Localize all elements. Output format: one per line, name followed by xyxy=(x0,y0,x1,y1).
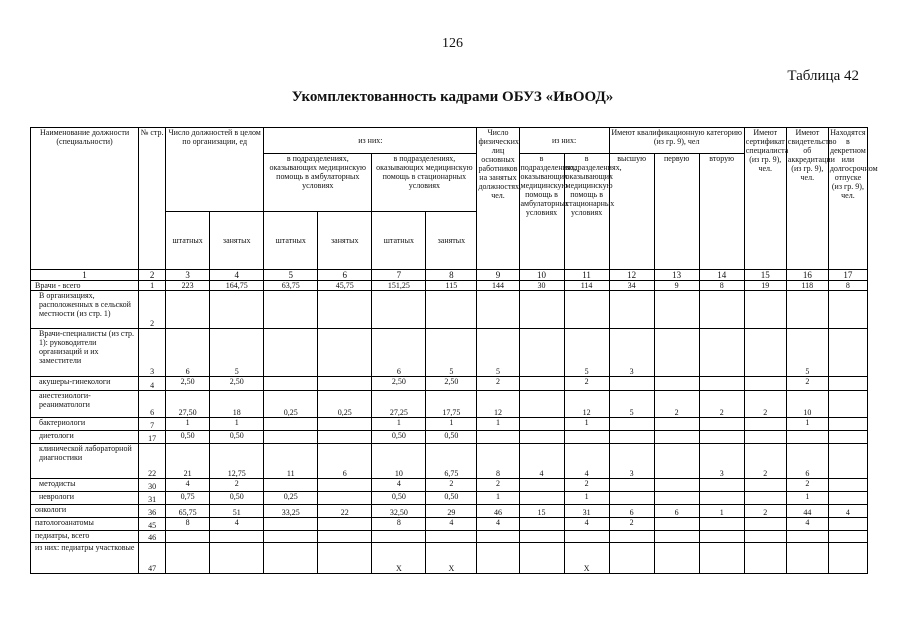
cell-value: X xyxy=(372,543,426,574)
row-name: В организациях, расположенных в сельской местности (из стр. 1) xyxy=(31,291,139,329)
row-number: 30 xyxy=(139,479,166,492)
cell-value: 3 xyxy=(609,329,654,377)
cell-value: 34 xyxy=(609,281,654,291)
cell-value: 2 xyxy=(564,377,609,391)
cell-value xyxy=(264,377,318,391)
header-inpatient: в подразделениях, оказывающих медицинскую помощь в стационарных условиях xyxy=(372,154,477,212)
column-number: 6 xyxy=(318,270,372,281)
cell-value: 1 xyxy=(564,492,609,505)
cell-value: 223 xyxy=(166,281,210,291)
cell-value: 0,25 xyxy=(318,391,372,418)
cell-value xyxy=(744,518,786,531)
cell-value: 5 xyxy=(609,391,654,418)
cell-value: 1 xyxy=(210,418,264,431)
cell-value: 17,75 xyxy=(426,391,477,418)
cell-value: 65,75 xyxy=(166,505,210,518)
cell-value: 15 xyxy=(519,505,564,518)
header-staff: штатных xyxy=(166,212,210,270)
cell-value xyxy=(264,329,318,377)
row-name: бактериологи xyxy=(31,418,139,431)
cell-value xyxy=(477,531,519,543)
cell-value: 6 xyxy=(786,444,828,479)
cell-value: 6 xyxy=(654,505,699,518)
table-title: Укомплектованность кадрами ОБУЗ «ИвООД» xyxy=(291,89,614,105)
row-number: 7 xyxy=(139,418,166,431)
cell-value xyxy=(210,531,264,543)
row-name: анестезиологи-реаниматологи xyxy=(31,391,139,418)
cell-value xyxy=(372,291,426,329)
cell-value xyxy=(609,291,654,329)
cell-value: 12 xyxy=(564,391,609,418)
header-occupied: занятых xyxy=(426,212,477,270)
cell-value: 0,50 xyxy=(210,492,264,505)
cell-value xyxy=(654,492,699,505)
cell-value: 27,25 xyxy=(372,391,426,418)
cell-value: 30 xyxy=(519,281,564,291)
cell-value xyxy=(699,479,744,492)
cell-value: 31 xyxy=(564,505,609,518)
cell-value: 0,50 xyxy=(372,431,426,444)
cell-value: 2 xyxy=(477,377,519,391)
cell-value xyxy=(318,531,372,543)
column-number: 14 xyxy=(699,270,744,281)
header-leave: Находятся в декретном или долгосрочном отпуске (из гр. 9), чел. xyxy=(828,128,867,270)
page-number: 126 xyxy=(442,36,463,51)
table-row xyxy=(31,281,868,291)
cell-value: 1 xyxy=(699,505,744,518)
cell-value xyxy=(699,492,744,505)
cell-value xyxy=(564,291,609,329)
cell-value: 2 xyxy=(786,479,828,492)
column-number: 16 xyxy=(786,270,828,281)
column-number: 5 xyxy=(264,270,318,281)
cell-value: X xyxy=(564,543,609,574)
cell-value: 8 xyxy=(372,518,426,531)
cell-value xyxy=(828,431,867,444)
cell-value xyxy=(654,329,699,377)
cell-value xyxy=(519,377,564,391)
cell-value: 3 xyxy=(699,444,744,479)
row-number: 6 xyxy=(139,391,166,418)
cell-value xyxy=(166,291,210,329)
header-posts-total: Число должностей в целом по организации, ед xyxy=(166,128,264,212)
cell-value: 0,50 xyxy=(426,431,477,444)
cell-value: 0,50 xyxy=(166,431,210,444)
cell-value: 0,75 xyxy=(166,492,210,505)
cell-value: 3 xyxy=(609,444,654,479)
cell-value: 4 xyxy=(828,505,867,518)
column-number: 11 xyxy=(564,270,609,281)
cell-value: 4 xyxy=(786,518,828,531)
header-indiv-ambulatory: в подразделениях, оказывающих медицинскую помощь в амбулаторных условиях xyxy=(519,154,564,270)
cell-value xyxy=(654,291,699,329)
cell-value xyxy=(318,518,372,531)
cell-value: 8 xyxy=(828,281,867,291)
header-name: Наименование должности (специальности) xyxy=(31,128,139,270)
cell-value xyxy=(264,479,318,492)
cell-value xyxy=(264,431,318,444)
header-qualification: Имеют квалификационную категорию (из гр. 9), чел xyxy=(609,128,744,154)
cell-value xyxy=(699,431,744,444)
column-number: 3 xyxy=(166,270,210,281)
cell-value: 2,50 xyxy=(426,377,477,391)
cell-value xyxy=(744,291,786,329)
cell-value xyxy=(744,418,786,431)
column-numbers-row xyxy=(31,270,868,281)
cell-value: 5 xyxy=(786,329,828,377)
cell-value: 0,25 xyxy=(264,391,318,418)
cell-value: 2 xyxy=(654,391,699,418)
cell-value xyxy=(318,431,372,444)
header-second: вторую xyxy=(699,154,744,270)
cell-value: 1 xyxy=(166,418,210,431)
table-row xyxy=(31,492,868,505)
cell-value: 144 xyxy=(477,281,519,291)
column-number: 8 xyxy=(426,270,477,281)
cell-value xyxy=(744,377,786,391)
cell-value: 2 xyxy=(210,479,264,492)
cell-value: 2 xyxy=(699,391,744,418)
cell-value: 2 xyxy=(744,444,786,479)
cell-value xyxy=(744,479,786,492)
table-label: Таблица 42 xyxy=(787,68,859,84)
cell-value xyxy=(264,531,318,543)
cell-value xyxy=(264,418,318,431)
cell-value: 63,75 xyxy=(264,281,318,291)
cell-value xyxy=(166,543,210,574)
row-name: неврологи xyxy=(31,492,139,505)
table-row xyxy=(31,431,868,444)
cell-value xyxy=(166,531,210,543)
cell-value xyxy=(519,518,564,531)
cell-value: 4 xyxy=(426,518,477,531)
cell-value: 4 xyxy=(564,444,609,479)
header-indiv-inpatient: в подразделениях, оказывающих медицинскую помощь в стационарных условиях xyxy=(564,154,609,270)
table-row xyxy=(31,531,868,543)
row-name: акушеры-гинекологи xyxy=(31,377,139,391)
cell-value xyxy=(609,431,654,444)
cell-value xyxy=(744,543,786,574)
column-number: 15 xyxy=(744,270,786,281)
cell-value: 4 xyxy=(477,518,519,531)
cell-value: 19 xyxy=(744,281,786,291)
cell-value: 0,50 xyxy=(372,492,426,505)
cell-value xyxy=(477,543,519,574)
cell-value xyxy=(828,444,867,479)
cell-value xyxy=(654,418,699,431)
row-number: 47 xyxy=(139,543,166,574)
row-number: 45 xyxy=(139,518,166,531)
cell-value xyxy=(318,418,372,431)
cell-value xyxy=(264,291,318,329)
table-row xyxy=(31,543,868,574)
cell-value xyxy=(210,291,264,329)
cell-value: 2 xyxy=(564,479,609,492)
row-name: из них: педиатры участковые xyxy=(31,543,139,574)
cell-value xyxy=(519,329,564,377)
cell-value xyxy=(609,543,654,574)
table-row xyxy=(31,518,868,531)
cell-value xyxy=(519,291,564,329)
header-ambulatory: в подразделениях, оказывающих медицинскую помощь в амбулаторных условиях xyxy=(264,154,372,212)
table-row xyxy=(31,479,868,492)
column-number: 1 xyxy=(31,270,139,281)
cell-value: 2 xyxy=(786,377,828,391)
cell-value xyxy=(699,291,744,329)
cell-value xyxy=(828,531,867,543)
cell-value: 6 xyxy=(318,444,372,479)
cell-value xyxy=(654,377,699,391)
cell-value: 2 xyxy=(744,391,786,418)
table-row xyxy=(31,505,868,518)
header-occupied: занятых xyxy=(318,212,372,270)
cell-value: 4 xyxy=(210,518,264,531)
cell-value: 8 xyxy=(699,281,744,291)
table-row xyxy=(31,418,868,431)
cell-value xyxy=(828,418,867,431)
cell-value xyxy=(564,531,609,543)
cell-value: 2,50 xyxy=(166,377,210,391)
cell-value xyxy=(699,329,744,377)
cell-value: 1 xyxy=(477,492,519,505)
row-number: 31 xyxy=(139,492,166,505)
cell-value: 115 xyxy=(426,281,477,291)
cell-value: 1 xyxy=(786,492,828,505)
cell-value xyxy=(828,377,867,391)
header-row-number: № стр. xyxy=(139,128,166,270)
cell-value xyxy=(519,543,564,574)
cell-value xyxy=(654,431,699,444)
cell-value xyxy=(477,431,519,444)
cell-value: 8 xyxy=(477,444,519,479)
cell-value: 6 xyxy=(372,329,426,377)
cell-value xyxy=(519,479,564,492)
cell-value xyxy=(210,543,264,574)
cell-value: 2 xyxy=(609,518,654,531)
cell-value xyxy=(426,291,477,329)
column-number: 10 xyxy=(519,270,564,281)
cell-value: 51 xyxy=(210,505,264,518)
cell-value xyxy=(654,518,699,531)
cell-value xyxy=(564,431,609,444)
header-highest: высшую xyxy=(609,154,654,270)
cell-value xyxy=(654,479,699,492)
cell-value: 4 xyxy=(564,518,609,531)
cell-value: 44 xyxy=(786,505,828,518)
header-of-them: из них: xyxy=(264,128,477,154)
column-number: 9 xyxy=(477,270,519,281)
table-body xyxy=(31,281,868,574)
cell-value xyxy=(786,543,828,574)
cell-value: 4 xyxy=(372,479,426,492)
row-number: 17 xyxy=(139,431,166,444)
cell-value: 1 xyxy=(786,418,828,431)
cell-value xyxy=(786,431,828,444)
cell-value: 2,50 xyxy=(372,377,426,391)
table-row xyxy=(31,391,868,418)
header-staff: штатных xyxy=(264,212,318,270)
cell-value xyxy=(519,492,564,505)
cell-value xyxy=(654,444,699,479)
cell-value xyxy=(609,418,654,431)
row-number: 3 xyxy=(139,329,166,377)
cell-value xyxy=(744,431,786,444)
cell-value xyxy=(609,531,654,543)
column-number: 13 xyxy=(654,270,699,281)
cell-value: 151,25 xyxy=(372,281,426,291)
table-row xyxy=(31,291,868,329)
cell-value xyxy=(744,492,786,505)
cell-value: X xyxy=(426,543,477,574)
cell-value: 10 xyxy=(786,391,828,418)
cell-value xyxy=(519,531,564,543)
cell-value: 33,25 xyxy=(264,505,318,518)
cell-value: 5 xyxy=(426,329,477,377)
cell-value xyxy=(828,479,867,492)
cell-value: 1 xyxy=(372,418,426,431)
cell-value: 1 xyxy=(477,418,519,431)
cell-value: 6,75 xyxy=(426,444,477,479)
cell-value: 0,50 xyxy=(210,431,264,444)
cell-value: 29 xyxy=(426,505,477,518)
cell-value xyxy=(372,531,426,543)
cell-value: 6 xyxy=(609,505,654,518)
cell-value: 114 xyxy=(564,281,609,291)
row-number: 2 xyxy=(139,291,166,329)
cell-value: 46 xyxy=(477,505,519,518)
cell-value xyxy=(318,291,372,329)
header-staff: штатных xyxy=(372,212,426,270)
cell-value: 32,50 xyxy=(372,505,426,518)
cell-value xyxy=(786,531,828,543)
row-name: Врачи - всего xyxy=(31,281,139,291)
row-name: педиатры, всего xyxy=(31,531,139,543)
cell-value xyxy=(318,479,372,492)
cell-value: 5 xyxy=(564,329,609,377)
cell-value xyxy=(609,377,654,391)
cell-value xyxy=(828,329,867,377)
cell-value xyxy=(786,291,828,329)
cell-value xyxy=(318,329,372,377)
cell-value: 18 xyxy=(210,391,264,418)
column-number: 12 xyxy=(609,270,654,281)
header-accreditation: Имеют свидетельство об аккредитации (из гр. 9), чел. xyxy=(786,128,828,270)
cell-value: 6 xyxy=(166,329,210,377)
row-name: патологоанатомы xyxy=(31,518,139,531)
header-of-them-2: из них: xyxy=(519,128,609,154)
cell-value: 2 xyxy=(426,479,477,492)
header-certificate: Имеют сертификат специалиста (из гр. 9), чел. xyxy=(744,128,786,270)
cell-value: 5 xyxy=(477,329,519,377)
cell-value xyxy=(828,543,867,574)
row-number: 4 xyxy=(139,377,166,391)
cell-value: 2 xyxy=(477,479,519,492)
cell-value xyxy=(828,518,867,531)
cell-value xyxy=(654,531,699,543)
cell-value: 4 xyxy=(519,444,564,479)
cell-value xyxy=(609,479,654,492)
cell-value: 1 xyxy=(426,418,477,431)
cell-value xyxy=(699,518,744,531)
cell-value: 4 xyxy=(166,479,210,492)
cell-value xyxy=(828,291,867,329)
cell-value xyxy=(699,531,744,543)
cell-value: 11 xyxy=(264,444,318,479)
cell-value: 5 xyxy=(210,329,264,377)
row-name: онкологи xyxy=(31,505,139,518)
cell-value xyxy=(744,329,786,377)
column-number: 4 xyxy=(210,270,264,281)
cell-value xyxy=(654,543,699,574)
header-first: первую xyxy=(654,154,699,270)
cell-value: 164,75 xyxy=(210,281,264,291)
cell-value xyxy=(519,418,564,431)
cell-value xyxy=(519,431,564,444)
cell-value xyxy=(318,543,372,574)
row-name: диетологи xyxy=(31,431,139,444)
row-name: методисты xyxy=(31,479,139,492)
row-number: 22 xyxy=(139,444,166,479)
cell-value: 45,75 xyxy=(318,281,372,291)
table-row xyxy=(31,329,868,377)
cell-value: 2,50 xyxy=(210,377,264,391)
row-number: 46 xyxy=(139,531,166,543)
header-occupied: занятых xyxy=(210,212,264,270)
cell-value: 8 xyxy=(166,518,210,531)
cell-value xyxy=(264,543,318,574)
table-row xyxy=(31,377,868,391)
row-name: Врачи-специалисты (из стр. 1): руководители организаций и их заместители xyxy=(31,329,139,377)
cell-value: 22 xyxy=(318,505,372,518)
cell-value xyxy=(699,543,744,574)
cell-value: 12 xyxy=(477,391,519,418)
cell-value xyxy=(828,391,867,418)
column-number: 2 xyxy=(139,270,166,281)
cell-value xyxy=(699,377,744,391)
cell-value: 12,75 xyxy=(210,444,264,479)
cell-value: 118 xyxy=(786,281,828,291)
cell-value xyxy=(477,291,519,329)
table-row xyxy=(31,444,868,479)
column-number: 7 xyxy=(372,270,426,281)
cell-value xyxy=(744,531,786,543)
cell-value xyxy=(318,492,372,505)
cell-value: 10 xyxy=(372,444,426,479)
cell-value xyxy=(264,518,318,531)
cell-value: 2 xyxy=(744,505,786,518)
cell-value xyxy=(609,492,654,505)
column-number: 17 xyxy=(828,270,867,281)
cell-value: 1 xyxy=(564,418,609,431)
cell-value xyxy=(426,531,477,543)
row-number: 36 xyxy=(139,505,166,518)
row-number: 1 xyxy=(139,281,166,291)
cell-value: 9 xyxy=(654,281,699,291)
cell-value xyxy=(519,391,564,418)
header-individuals: Число физических лиц основных работников на занятых должностях, чел. xyxy=(477,128,519,270)
cell-value xyxy=(699,418,744,431)
cell-value: 0,50 xyxy=(426,492,477,505)
cell-value xyxy=(828,492,867,505)
cell-value: 0,25 xyxy=(264,492,318,505)
cell-value: 21 xyxy=(166,444,210,479)
row-name: клинической лабораторной диагностики xyxy=(31,444,139,479)
staffing-table xyxy=(30,127,878,574)
cell-value: 27,50 xyxy=(166,391,210,418)
cell-value xyxy=(318,377,372,391)
